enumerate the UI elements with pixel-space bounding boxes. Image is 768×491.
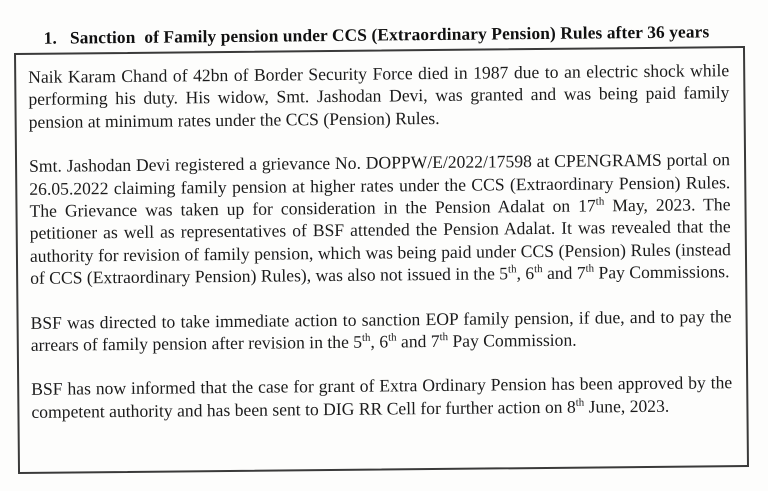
- superscript-ordinal: th: [534, 263, 543, 276]
- superscript-ordinal: th: [507, 263, 517, 276]
- paragraph-text: June, 2023.: [584, 395, 670, 417]
- paragraph-text: , 6: [370, 331, 389, 352]
- paragraph: [28, 59, 730, 133]
- paragraph-text: BSF has now informed that the case for grant of Extra Ordinary Pension has been approved by the competent authority and has been sent to DIG RR Cell for further action on 8: [31, 372, 733, 422]
- superscript-ordinal: th: [575, 396, 585, 409]
- superscript-ordinal: th: [585, 262, 595, 275]
- paragraph-text: and 7: [542, 262, 586, 284]
- paragraph: [30, 305, 731, 357]
- superscript-ordinal: th: [361, 331, 371, 344]
- paragraph: [31, 372, 732, 424]
- superscript-ordinal: th: [388, 331, 397, 344]
- paragraph-text: BSF was directed to take immediate action to sanction EOP family pension, if due, and to pay the arrears of family pension after revision in the 5: [30, 305, 732, 355]
- paragraph-text: and 7: [396, 331, 440, 352]
- superscript-ordinal: th: [595, 195, 605, 208]
- pension-note-box: [14, 46, 749, 474]
- paragraph-text: Pay Commission.: [447, 329, 577, 351]
- superscript-ordinal: th: [439, 331, 449, 344]
- heading-number: 1.: [43, 27, 57, 48]
- paragraph-text: Naik Karam Chand of 42bn of Border Security Force died in 1987 due to an electric shock while performing his duty. His widow, Smt. Jashodan Devi, was granted and was being paid family pension at minimum rates under the CCS (Pension) Rules.: [28, 60, 730, 132]
- heading-text: Sanction of Family pension under CCS (Extraordinary Pension) Rules after 36 years: [69, 21, 710, 48]
- paragraph-text: , 6: [516, 263, 535, 284]
- paragraph: [29, 148, 731, 289]
- paragraph-text: May, 2023. The petitioner as well as representatives of BSF attended the Pension Adalat. It was revealed that the authority for revision of family pension, which was being paid under CCS (Pension) Rules (instead of CCS (Extraordinary Pension) Rules), was also not issued in the 5: [29, 194, 732, 289]
- paragraph-text: Smt. Jashodan Devi registered a grievance No. DOPPW/E/2022/17598 at CPENGRAMS portal on 26.05.2022 claiming family pension at higher rates under the CCS (Extraordinary Pension) Rules. The Grievance was taken up for consideration in the Pension Adalat on 17: [28, 149, 731, 221]
- paragraph-text: Pay Commissions.: [594, 261, 730, 283]
